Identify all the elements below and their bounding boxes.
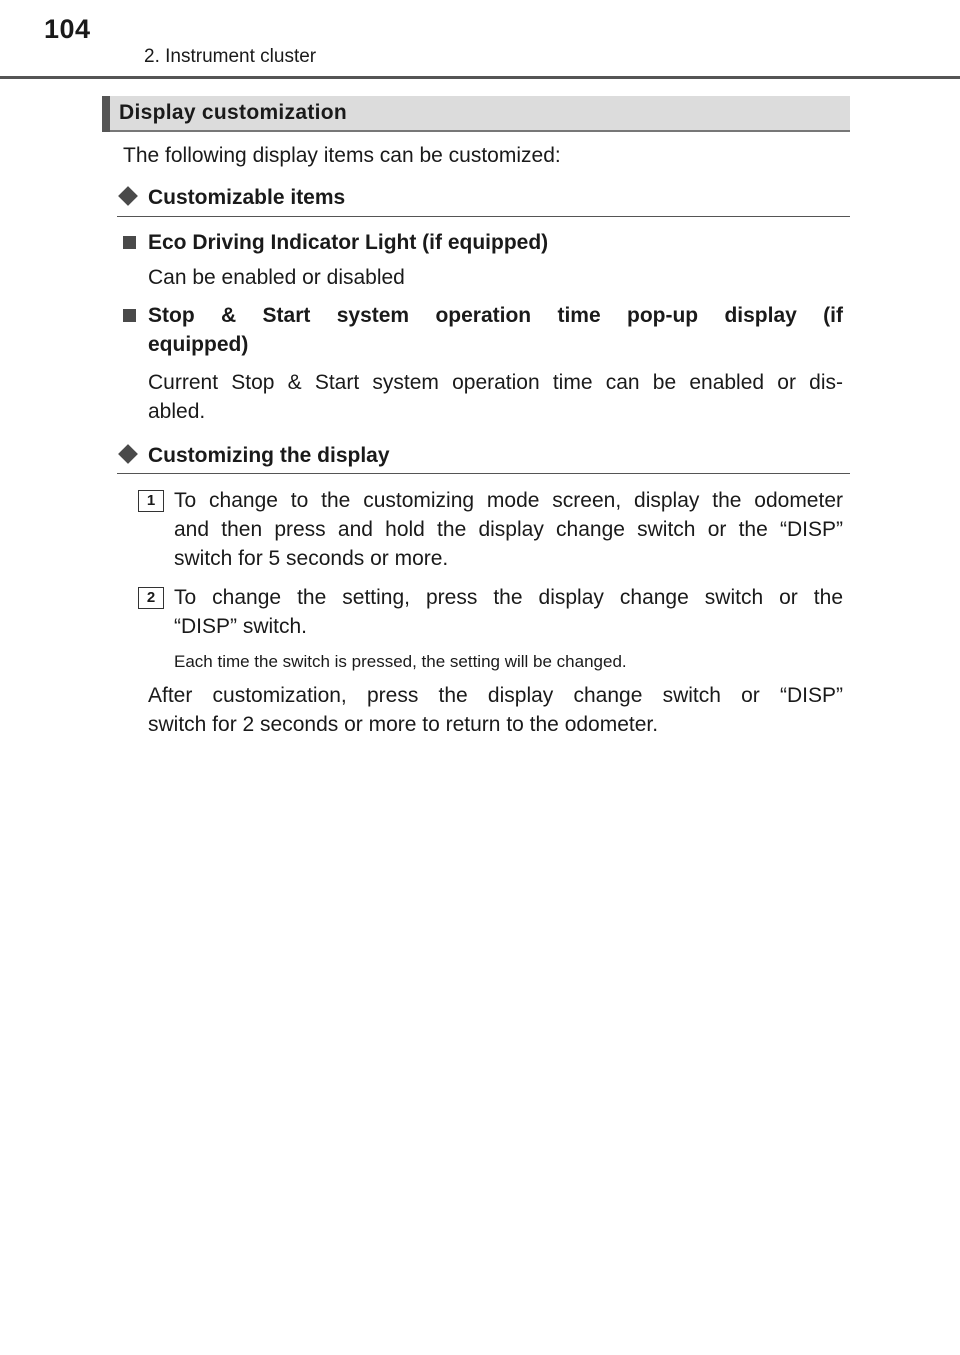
square-bullet-icon: [123, 236, 136, 249]
customizable-items-heading: Customizable items: [148, 186, 346, 209]
item-eco-description: Can be enabled or disabled: [148, 266, 405, 289]
section-title-bar: [102, 96, 850, 132]
step-1-line1: To change to the customizing mode screen, display the odometer: [174, 489, 843, 512]
step-2-text: [174, 583, 843, 641]
item-stopstart-title-line1: Stop & Start system operation time pop-up display (if: [148, 304, 843, 327]
square-bullet-icon: [123, 309, 136, 322]
step-2-line1: To change the setting, press the display change switch or the: [174, 586, 843, 609]
page-number: 104: [44, 14, 91, 44]
step-2-line2: “DISP” switch.: [174, 615, 308, 638]
after-line1: After customization, press the display change switch or “DISP”: [148, 684, 843, 707]
after-customization-text: [148, 681, 843, 739]
title-accent-bar: [102, 96, 110, 132]
chapter-title: 2. Instrument cluster: [144, 46, 317, 67]
header-divider: [0, 76, 960, 79]
after-line2: switch for 2 seconds or more to return to the odometer.: [148, 713, 659, 736]
diamond-bullet-icon: [118, 444, 138, 464]
step-1-line2: and then press and hold the display change switch or the “DISP”: [174, 518, 843, 541]
step-1-line3: switch for 5 seconds or more.: [174, 547, 449, 570]
step-number-badge: 1: [138, 490, 164, 512]
heading-divider: [117, 473, 850, 474]
diamond-bullet-icon: [118, 186, 138, 206]
step-note: Each time the switch is pressed, the setting will be changed.: [174, 652, 627, 671]
item-stopstart-description-line2: abled.: [148, 400, 206, 423]
item-stopstart-title-line2: equipped): [148, 333, 249, 356]
item-eco-title: Eco Driving Indicator Light (if equipped): [148, 231, 549, 254]
intro-text: The following display items can be customized:: [123, 144, 561, 167]
step-1-text: [174, 486, 843, 573]
item-stopstart-title: [148, 301, 843, 359]
section-title: Display customization: [119, 101, 348, 124]
heading-divider: [117, 216, 850, 217]
item-stopstart-description: [148, 368, 843, 426]
step-number-badge: 2: [138, 587, 164, 609]
item-stopstart-description-line1: Current Stop & Start system operation time can be enabled or dis-: [148, 371, 843, 394]
customizing-heading: Customizing the display: [148, 444, 390, 467]
